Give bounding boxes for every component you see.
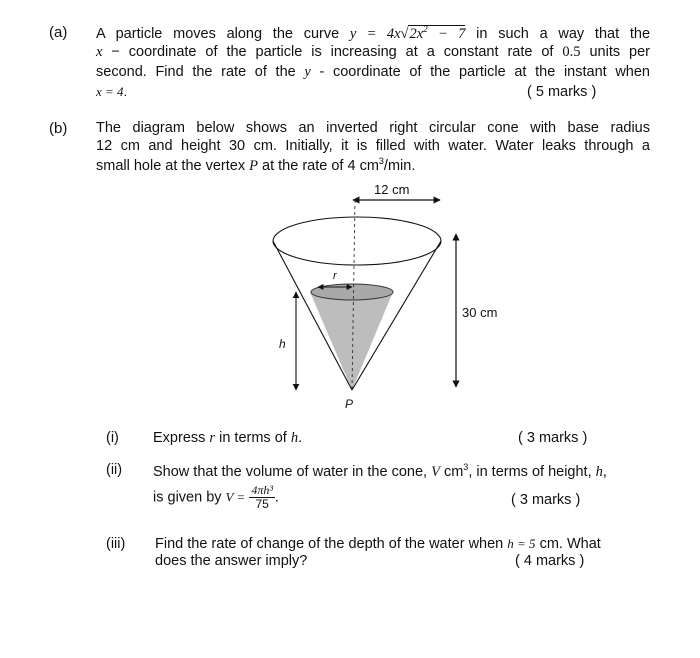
- question-i-number: (i): [106, 430, 119, 446]
- volume-fraction-numerator: 4πh³: [251, 483, 273, 497]
- part-a-line3-pre: second. Find the rate of the: [96, 64, 305, 80]
- question-ii-line1-end: ,: [602, 463, 607, 480]
- curve-equation-radicand: 2x: [409, 25, 424, 42]
- question-ii-var-h: h: [595, 463, 603, 480]
- question-i-end: .: [298, 430, 303, 446]
- question-ii-cubed: 3: [463, 462, 469, 472]
- part-a-line-1: A particle moves along the curve $y = 4x√2x^2 - 7$ in such a way that the: [96, 24, 651, 42]
- part-a-marks: ( 5 marks ): [527, 84, 597, 100]
- part-a-line2-text: − coordinate of the particle is increasing at a constant rate of: [102, 44, 563, 60]
- question-i-mid: in terms of: [215, 430, 291, 446]
- part-b-line1-text: The diagram below shows an inverted right circular cone with base radius: [96, 120, 650, 136]
- rate-value: 0.5: [562, 44, 581, 60]
- question-i-marks: ( 3 marks ): [518, 430, 588, 446]
- volume-fraction-denominator: 75: [255, 497, 269, 511]
- curve-equation-exponent: 2: [423, 24, 428, 34]
- vertex-variable: P: [249, 157, 258, 174]
- part-b-line3-pre: small hole at the vertex: [96, 157, 250, 174]
- question-ii-line1-mid: , in terms of height,: [468, 463, 596, 480]
- question-ii-marks: ( 3 marks ): [511, 492, 581, 508]
- question-ii-line2-end: .: [274, 489, 279, 506]
- cone-top-ellipse: [273, 217, 441, 265]
- question-iii-expr: h = 5: [507, 536, 536, 551]
- y-variable: y: [304, 64, 311, 80]
- question-i-var-h: h: [290, 430, 299, 446]
- x-equals-4: x = 4: [96, 84, 124, 99]
- h-label: h: [279, 337, 286, 351]
- vertex-label: P: [345, 397, 354, 411]
- part-a-line3-post: - coordinate of the particle at the instant when: [310, 64, 650, 80]
- curve-equation-lhs: y = 4x: [349, 25, 401, 42]
- part-b-line2-text: 12 cm and height 30 cm. Initially, it is filled with water. Water leaks through a: [96, 138, 650, 154]
- question-ii-line1-pre: Show that the volume of water in the cone,: [153, 463, 432, 480]
- question-iii-line-1: [155, 536, 601, 552]
- r-label: r: [333, 270, 337, 282]
- part-a-line1-text: A particle moves along the curve: [96, 25, 340, 42]
- water-surface: [311, 284, 393, 300]
- water-volume: [310, 292, 393, 390]
- radius-label: 12 cm: [374, 182, 410, 197]
- question-ii-line-1: [153, 462, 607, 481]
- x-variable: x: [96, 44, 103, 60]
- part-a-line2-end: units per: [580, 44, 650, 60]
- question-iii-line-2: does the answer imply?: [155, 553, 308, 569]
- part-b-line3-mid: at the rate of 4 cm: [258, 157, 379, 174]
- question-iii-line1-end: cm. What: [535, 536, 601, 552]
- curve-equation-tail: − 7: [427, 25, 466, 42]
- part-a-line4-dot: .: [123, 84, 128, 99]
- height-label: 30 cm: [462, 305, 498, 320]
- question-ii-line2-pre: is given by: [153, 489, 226, 506]
- question-i-var-r: r: [209, 430, 216, 446]
- volume-fraction: [249, 484, 275, 511]
- part-a-label: (a): [49, 24, 68, 41]
- question-i-pre: Express: [153, 430, 210, 446]
- question-iii-number: (iii): [106, 536, 126, 552]
- part-a-line1-post: in such a way that the: [476, 25, 651, 42]
- question-i-text: [153, 430, 302, 447]
- question-iii-line1-pre: Find the rate of change of the depth of the water when: [155, 536, 508, 552]
- question-iii-marks: ( 4 marks ): [515, 553, 585, 569]
- question-ii-unit: cm: [439, 463, 464, 480]
- question-ii-var-v: V: [431, 463, 440, 480]
- part-b-cubed: 3: [378, 156, 384, 166]
- question-ii-line-2: [153, 484, 279, 511]
- part-b-line3-end: /min.: [383, 157, 416, 174]
- part-b-label: (b): [49, 120, 68, 137]
- question-ii-number: (ii): [106, 462, 123, 478]
- question-ii-var-v-eq: V =: [225, 489, 246, 505]
